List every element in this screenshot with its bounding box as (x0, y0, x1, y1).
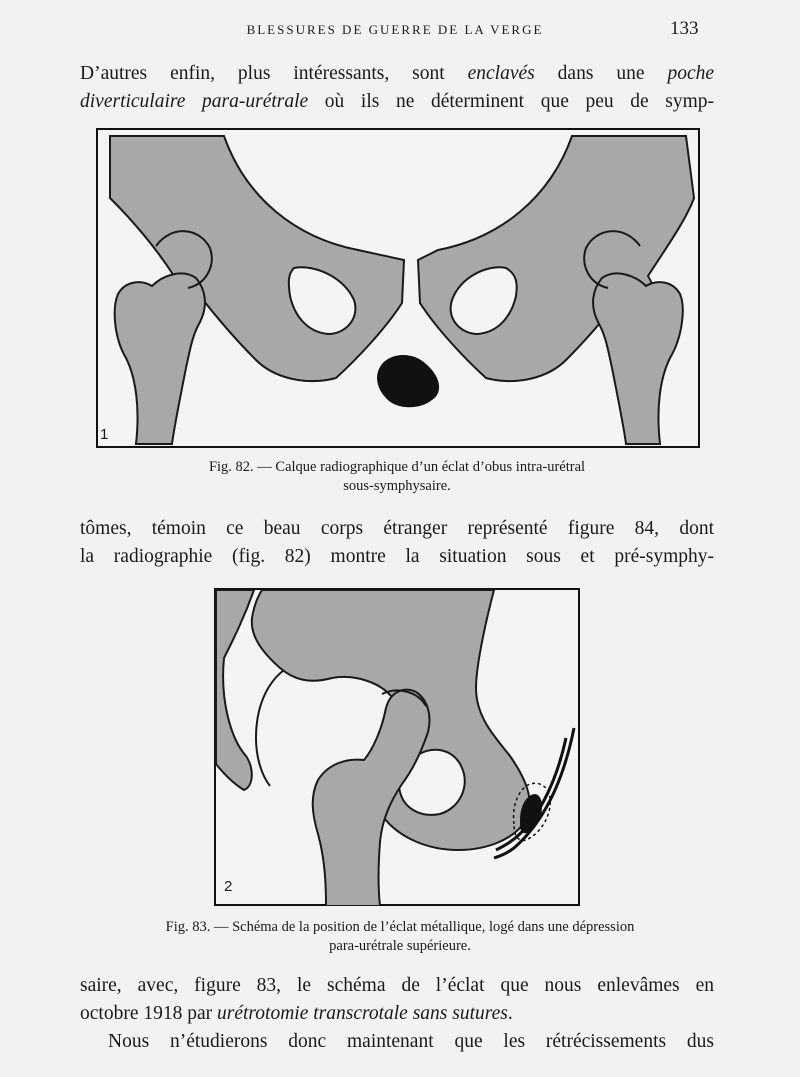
figure-82-caption-line-1: Fig. 82. — Calque radiographique d’un éclat d’obus intra-urétral (208, 459, 586, 475)
paragraph-1-line-1 (80, 60, 714, 88)
paragraph-1-line-2 (80, 88, 714, 116)
text-run: . (507, 1003, 513, 1024)
paragraph-3-line-2 (80, 1000, 714, 1028)
paragraph-2-line-1: tômes, témoin ce beau corps étranger représenté figure 84, dont (80, 518, 714, 539)
figure-83-schema (214, 588, 580, 906)
figure-82-panel-number: 1 (100, 426, 109, 443)
text-run: dans une (534, 63, 668, 84)
paragraph-4-line-1: Nous n’étudierons donc maintenant que les rétrécissements dus (108, 1031, 714, 1052)
text-run: D’autres enfin, plus intéressants, sont (80, 63, 468, 84)
emphasis-run: enclavés (467, 63, 535, 84)
paragraph-2-line-2: la radiographie (fig. 82) montre la situation sous et pré-symphy- (80, 546, 714, 567)
emphasis-run: urétrotomie transcrotale sans sutures (217, 1003, 508, 1024)
text-run: où ils ne déterminent que peu de symp- (308, 91, 714, 112)
figure-83-caption-line-2: para-urétrale supérieure. (329, 938, 471, 954)
figure-83-panel-number: 2 (224, 878, 233, 895)
figure-83-caption-line-1: Fig. 83. — Schéma de la position de l’éclat métallique, logé dans une dépression (165, 919, 635, 935)
text-run: octobre 1918 par (80, 1003, 217, 1024)
figure-83-drawing (214, 588, 580, 906)
page-number: 133 (670, 18, 699, 39)
emphasis-run: diverticulaire para-urétrale (80, 91, 309, 112)
paragraph-3-line-1: saire, avec, figure 83, le schéma de l’éclat que nous enlevâmes en (80, 975, 714, 996)
figure-82-radiograph-tracing (96, 128, 700, 448)
emphasis-run: poche (667, 63, 714, 84)
running-title: BLESSURES DE GUERRE DE LA VERGE (246, 22, 544, 37)
figure-82-caption-line-2: sous-symphysaire. (343, 478, 451, 494)
figure-82-drawing (96, 128, 700, 448)
